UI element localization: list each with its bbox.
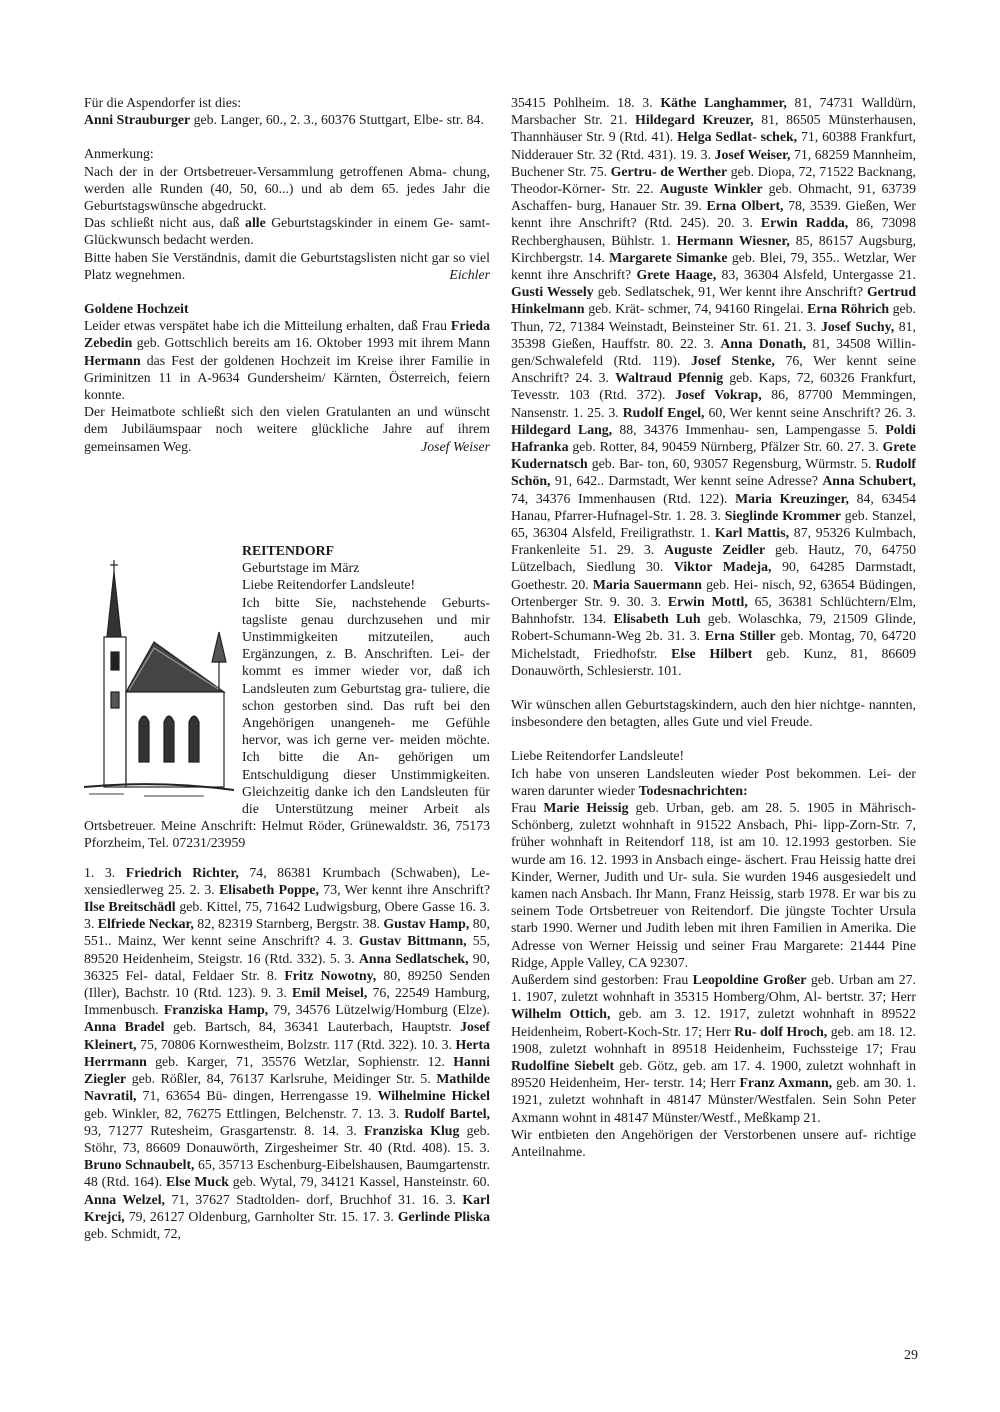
birthday-entry-name: Poldi Hafranka bbox=[511, 421, 916, 455]
birthday-entry-name: Erwin Radda, bbox=[760, 215, 849, 231]
birthday-entry-name: Josef Kleinert, bbox=[84, 1019, 491, 1052]
death-notice-text: geb. Urban, geb. am 28. 5. 1905 in Mährisch-Schönberg, zuletzt wohnhaft in 91522 Ansbach, Phi- lipp-Zorn-Str. 7, früher wohnhaft in Reitendorf 118, ist am 10. 12.1993 gestorben. Sie wurde am 16. 12. 1993 in Ansbach einge- äschert. Frau Heissig hatte drei Kinder, Werner, Judith und Ur- sula. Sie wurden 1946 ausgesiedelt und kamen nach Ansbach. Ihr Mann, Franz Heissig, starb 1978. Er war bis zu seinem Tode Ortsbetreuer von Reitendorf. Die jüngste Tochter Ursula starb 1990. Werner und Judith leben mit ihren Familien in Amerika. Die Adresse von Werner Heissig und seiner Frau Margarete: 21444 Pine Ridge, Apple Valley, CA 92307. bbox=[511, 799, 916, 970]
birthday-entry-text: geb. Rößler, 84, 76137 Karlsruhe, Meidinger Str. 5. bbox=[126, 1071, 437, 1087]
birthday-entry-name: Gerlinde Pliska bbox=[397, 1208, 490, 1224]
birthday-entry-text: 87, 95326 Kulmbach, Frankenleite 51. 29. 3. bbox=[511, 525, 916, 558]
birthday-entry-text: 79, 26127 Oldenburg, Garnholter Str. 15. 17. 3. bbox=[124, 1208, 398, 1224]
birthday-entry-text: 71, 37627 Stadtolden- dorf, Bruchhof 31. 16. 3. bbox=[165, 1191, 463, 1207]
birthday-entry-text: geb. Bartsch, 84, 36341 Lauterbach, Hauptstr. bbox=[164, 1019, 461, 1035]
birthday-entry-name: Anna Bradel bbox=[84, 1019, 165, 1035]
birthday-entry-name: Gusti Wessely bbox=[511, 284, 594, 300]
birthday-entry-name: Josef Vokrap, bbox=[675, 387, 762, 403]
birthday-entry-text: 76, 22549 Hamburg, Immenbusch. bbox=[84, 985, 490, 1018]
birthday-entry-text: 55, 89520 Heidenheim, Steigstr. 16 (Rtd. 332). 5. 3. bbox=[84, 933, 491, 966]
birthday-entry-text: 35415 Pohlheim. 18. 3. bbox=[511, 95, 661, 110]
intro-line: Für die Aspendorfer ist dies: bbox=[84, 95, 242, 110]
birthday-entry-text: geb. Schmidt, 72, bbox=[84, 1225, 181, 1241]
birthday-entry-text: geb. Diopa, 72, 71522 Backnang, Theodor-Körner- Str. 22. bbox=[511, 163, 917, 197]
birthday-entry-text: 84, 63454 Hanau, Pfarrer-Hufnagel-Str. 1. 28. 3. bbox=[511, 490, 916, 523]
birthday-entry-name: Anna Schubert, bbox=[822, 473, 917, 489]
birthday-entry-text: 73, Wer kennt ihre Anschrift? bbox=[318, 881, 490, 897]
birthday-entry-name: Anna Donath, bbox=[720, 335, 807, 351]
birthday-entry-name: Gertrud Hinkelmann bbox=[511, 284, 916, 317]
hochzeit-p1: Leider etwas verspätet habe ich die Mitteilung erhalten, daß Frau Frieda Zebedin geb. Gottschlich bereits am 16. Oktober 1993 mit ihrem Mann Hermann das Fest der goldenen Hochzeit im Kreise ihrer Familie in Griminitzen 11 in A-9634 Gundersheim/ Kärnten, Österreich, feiern konnte. bbox=[84, 318, 490, 403]
birthday-entry-text: geb. Wytal, 79, 34121 Kassel, Hansteinstr. 60. bbox=[228, 1174, 490, 1190]
birthday-entry-text: 88, 34376 Immenhau- sen, Lampengasse 5. bbox=[612, 421, 886, 437]
birthday-entry-text: geb. Bar- ton, 60, 93057 Regensburg, Würmstr. 5. bbox=[587, 456, 876, 472]
birthday-entry-name: Hildegard Lang, bbox=[511, 421, 613, 437]
birthday-entry-name: Maria Kreuzinger, bbox=[735, 490, 849, 506]
birthday-entry-text: 90, 36325 Fel- datal, Feldaer Str. 8. bbox=[84, 950, 490, 983]
birthday-entry-text: 81, 74731 Walldürn, Marsbacher Str. 21. bbox=[511, 95, 916, 128]
death-notice-text: geb. am 18. 12. 1908, zuletzt wohnhaft in 89518 Heidenheim, Fuchssteige 17; Frau bbox=[511, 1023, 916, 1056]
wish-text: Wir wünschen allen Geburtstagskindern, auch den hier nichtge- nannten, insbesondere den betagten, alles Gute und viel Freude. bbox=[511, 696, 916, 730]
anmerkung-heading: Anmerkung: bbox=[84, 146, 154, 162]
signature-weiser: Josef Weiser bbox=[421, 438, 490, 454]
right-column bbox=[511, 94, 916, 1160]
birthday-entry-name: Josef Suchy, bbox=[820, 318, 895, 334]
reitendorf-text: Ich bitte Sie, nachstehende Geburts- tagsliste genau durchzusehen und mir Unstimmigkeiten mitzuteilen, auch Ergänzungen, z. B. Anschriften. Lei- der kommt es immer wieder vor, daß ich Landsleuten zum Geburtstag gra- tuliere, die schon gestorben sind. Das ruft bei den Angehörigen unangeneh- me Gefühle hervor, was ich gerne ver- meiden möchte. Ich bitte die An- gehörigen um Entschuldigung dieser Unstimmigkeiten. Gleichzeitig danke ich den Landsleuten für die Unterstützung meiner Arbeit als Ortsbetreuer. Meine Anschrift: Helmut Röder, Grünewaldstr. 36, 75173 Pforzheim, Tel. 07231/23959 bbox=[84, 594, 490, 851]
hochzeit-p2: Der Heimatbote schließt sich den vielen Gratulanten an und wünscht dem Jubiläumspaar noch weitere glückliche Jahre auf ihrem gemeinsamen Weg. Josef Weiser bbox=[84, 404, 490, 454]
birthday-entry-name: Anna Sedlatschek, bbox=[358, 950, 469, 966]
birthday-entry-name: Franziska Klug bbox=[363, 1122, 460, 1138]
birthday-entry-name: Herta Herrmann bbox=[84, 1036, 490, 1069]
death-notice-text: geb. Urban am 27. 1. 1907, zuletzt wohnhaft in 35315 Homberg/Ohm, Al- bertstr. 37; Herr bbox=[511, 971, 917, 1005]
birthday-entry-name: Rudolf Schön, bbox=[511, 456, 916, 489]
death-notice-name: Wilhelm Ottich, bbox=[511, 1006, 611, 1022]
birthday-entry-name: Auguste Zeidler bbox=[664, 542, 766, 558]
birthday-entry-name: Emil Meisel, bbox=[292, 985, 368, 1001]
birthday-entry-name: Hildegard Kreuzer, bbox=[635, 112, 754, 128]
birthday-entry-name: Waltraud Pfennig bbox=[615, 370, 724, 386]
birthday-entry-text: 90, 64285 Darmstadt, Goethestr. 20. bbox=[511, 559, 917, 592]
birthday-entry-text: 71, 63654 Bü- dingen, Herrengasse 19. bbox=[136, 1088, 378, 1104]
birthday-entry-name: Grete Kudernatsch bbox=[511, 439, 916, 472]
birthday-entry-name: Elisabeth Luh bbox=[613, 611, 701, 627]
reitendorf-title: REITENDORF bbox=[242, 543, 334, 558]
death-notice-name: Rudolfine Siebelt bbox=[511, 1057, 615, 1073]
birthday-entry-text: geb. Montag, 70, 64720 Michelstadt, Friedhofstr. bbox=[511, 628, 916, 661]
birthday-entry-text: 1. 3. bbox=[84, 864, 126, 880]
death-notice-heissig bbox=[511, 799, 916, 971]
birthday-entry-name: Gertru- de Werther bbox=[610, 163, 728, 179]
birthday-entry-name: Elisabeth Poppe, bbox=[219, 881, 319, 897]
birthday-entry-name: Rudolf Bartel, bbox=[404, 1105, 491, 1121]
birthday-entry-name: Karl Krejci, bbox=[84, 1191, 490, 1224]
birthday-entry-text: 83, 36304 Alsfeld, Untergasse 21. bbox=[716, 267, 916, 283]
birthday-entry-text: 78, 3539. Gießen, Wer kennt ihre Anschrift? (Rtd. 245). 20. 3. bbox=[511, 198, 916, 231]
birthday-entry-name: Hermann Wiesner, bbox=[676, 232, 790, 248]
reitendorf-greeting: Liebe Reitendorfer Landsleute! bbox=[242, 577, 416, 593]
birthday-entry-text: 71, 60388 Frankfurt, Nidderauer Str. 32 (Rtd. 431). 19. 3. bbox=[511, 129, 916, 162]
birthday-entry-text: 71, 68259 Mannheim, Buchener Str. 75. bbox=[511, 146, 917, 179]
birthday-entry-text: geb. Kunz, 81, 86609 Donauwörth, Schlesierstr. 101. bbox=[511, 645, 916, 678]
birthday-entry-text: geb. Thun, 72, 71384 Weinstadt, Beinsteiner Str. 61. 21. 3. bbox=[511, 301, 916, 334]
page-number: 29 bbox=[904, 1348, 918, 1363]
death-notice-name: Leopoldine Großer bbox=[692, 971, 807, 987]
birthday-entry-text: geb. Sedlatschek, 91, Wer kennt ihre Anschrift? bbox=[593, 284, 867, 300]
birthday-entry-name: Rudolf Engel, bbox=[622, 404, 705, 420]
birthday-list-right bbox=[511, 94, 916, 679]
birthday-entry-name: Hanni Ziegler bbox=[84, 1053, 490, 1087]
birthday-entry-text: geb. Karger, 71, 35576 Wetzlar, Sophienstr. 12. bbox=[146, 1053, 454, 1069]
left-column bbox=[84, 94, 490, 455]
birthday-entry-name: Helga Sedlat- schek, bbox=[677, 129, 798, 145]
birthday-entry-name: Gustav Bittmann, bbox=[358, 933, 467, 949]
church-illustration bbox=[84, 542, 234, 804]
birthday-entry-name: Erna Röhrich bbox=[807, 301, 889, 317]
birthday-entry-text: geb. Kaps, 72, 60326 Frankfurt, Tevesstr. 103 (Rtd. 372). bbox=[511, 370, 917, 403]
birthday-entry-name: Ilse Breitschädl bbox=[84, 899, 176, 915]
birthday-entry-text: 85, 86157 Augsburg, Kirchbergstr. 14. bbox=[511, 232, 916, 265]
birthday-entry-text: 60, Wer kennt seine Anschrift? 26. 3. bbox=[704, 404, 917, 420]
birthday-entry-text: 74, 86381 Krumbach (Schwaben), Le- xensiedlerweg 25. 2. 3. bbox=[84, 864, 490, 897]
birthday-entry-text: geb. Krät- schmer, 74, 94160 Ringelai. bbox=[584, 301, 808, 317]
birthday-entry-text: 79, 34576 Lützelwig/Homburg (Elze). bbox=[268, 1002, 490, 1018]
birthday-entry-name: Elfriede Neckar, bbox=[97, 916, 194, 932]
birthday-entry-text: 81, 35398 Gießen, Hauffstr. 80. 22. 3. bbox=[511, 318, 916, 351]
birthday-entry-text: 81, 34508 Willin- gen/Schwalefeld (Rtd. 119). bbox=[511, 335, 917, 369]
birthday-entry-name: Josef Weiser, bbox=[714, 146, 791, 162]
death-notices-others bbox=[511, 971, 916, 1126]
birthday-entry-text: geb. Hautz, 70, 64750 Lützelbach, Siedlung 30. bbox=[511, 542, 916, 575]
birthday-entry-name: Auguste Winkler bbox=[659, 181, 763, 197]
birthday-entry-name: Viktor Madeja, bbox=[673, 559, 772, 575]
birthday-entry-name: Fritz Nowotny, bbox=[284, 967, 377, 983]
birthday-entry-text: geb. Blei, 79, 355.. Wetzlar, Wer kennt ihre Anschrift? bbox=[511, 249, 916, 283]
birthday-entry-name: Maria Sauermann bbox=[592, 576, 702, 592]
birthday-entry-name: Erna Olbert, bbox=[706, 198, 784, 214]
birthday-entry-name: Friedrich Richter, bbox=[125, 864, 239, 880]
birthday-entry-name: Mathilde Navratil, bbox=[84, 1071, 490, 1104]
birthday-list-left bbox=[84, 864, 490, 1242]
birthday-entry-name: Grete Haage, bbox=[636, 267, 717, 283]
birthday-entry-name: Bruno Schnaubelt, bbox=[84, 1157, 195, 1173]
birthday-entry-name: Margarete Simanke bbox=[609, 249, 728, 265]
birthday-entry-name: Josef Stenke, bbox=[691, 353, 775, 369]
death-notice-name: Marie Heissig bbox=[543, 799, 629, 815]
hochzeit-title: Goldene Hochzeit bbox=[84, 301, 189, 317]
death-notice-text: Frau bbox=[511, 799, 544, 815]
birthday-entry-name: Else Hilbert bbox=[671, 645, 753, 661]
birthday-entry-text: geb. Winkler, 82, 76275 Ettlingen, Belchenstr. 7. 13. 3. bbox=[84, 1105, 405, 1121]
birthday-entry-text: 82, 82319 Starnberg, Bergstr. 38. bbox=[193, 916, 384, 932]
birthday-entry-text: 80, 551.. Mainz, Wer kennt seine Anschrift? 4. 3. bbox=[84, 916, 490, 949]
death-notice-name: Franz Axmann, bbox=[739, 1075, 833, 1091]
birthday-entry-text: 65, 36381 Schlüchtern/Elm, Bahnhofstr. 134. bbox=[511, 593, 917, 627]
birthday-entry-text: 80, 89250 Senden (Iller), Bachstr. 10 (Rtd. 123). 9. 3. bbox=[84, 967, 490, 1001]
birthday-entry-text: geb. Rotter, 84, 90459 Nürnberg, Pfälzer Str. 60. 27. 3. bbox=[568, 439, 883, 455]
birthday-entry-text: 86, 73098 Rechberghausen, Bühlstr. 1. bbox=[511, 215, 916, 248]
intro-name: Anni Strauburger bbox=[84, 112, 191, 128]
birthday-entry-text: geb. Stöhr, 73, 86609 Donauwörth, Zirgesheimer Str. 40 (Rtd. 408). 15. 3. bbox=[84, 1122, 491, 1155]
birthday-entry-name: Else Muck bbox=[166, 1174, 229, 1190]
birthday-entry-text: geb. Stanzel, 65, 36304 Alsfeld, Freiligrathstr. 1. bbox=[511, 507, 917, 541]
death-notice-text: geb. am 3. 12. 1917, zuletzt wohnhaft in 89522 Heidenheim, Robert-Koch-Str. 17; Herr bbox=[511, 1006, 916, 1039]
birthday-entry-name: Erwin Mottl, bbox=[667, 593, 748, 609]
death-notice-name: Ru- dolf Hroch, bbox=[734, 1023, 828, 1039]
birthday-entry-name: Karl Mattis, bbox=[714, 525, 790, 541]
intro-entry: Anni Strauburger geb. Langer, 60., 2. 3., 60376 Stuttgart, Elbe- str. 84. bbox=[84, 112, 484, 128]
birthday-entry-text: 86, 87700 Memmingen, Nansenstr. 1. 25. 3. bbox=[511, 387, 916, 420]
death-notice-text: Außerdem sind gestorben: Frau bbox=[511, 971, 693, 987]
birthday-entry-name: Sieglinde Krommer bbox=[724, 507, 841, 523]
birthday-entry-text: geb. Hei- nisch, 92, 63654 Büdingen, Ortenberger Str. 9. 30. 3. bbox=[511, 576, 916, 609]
birthday-entry-name: Wilhelmine Hickel bbox=[377, 1088, 490, 1104]
birthday-entry-text: 93, 71277 Rutesheim, Grasgartenstr. 8. 14. 3. bbox=[84, 1122, 364, 1138]
birthday-entry-text: 65, 35713 Eschenburg-Eibelshausen, Baumgartenstr. 48 (Rtd. 164). bbox=[84, 1157, 490, 1190]
anmerkung-p1: Nach der in der Ortsbetreuer-Versammlung getroffenen Abma- chung, werden alle Runden (40, 50, 60...) und ab dem 65. jedes Jahr die Geburtstagswünsche abgedruckt. bbox=[84, 163, 490, 214]
birthday-entry-text: 75, 70806 Kornwestheim, Bolzstr. 117 (Rtd. 322). 10. 3. bbox=[136, 1036, 456, 1052]
anmerkung-p2: Das schließt nicht aus, daß alle Geburtstagskinder in einem Ge- samt-Glückwunsch bedacht werden. bbox=[84, 215, 490, 248]
birthday-entry-name: Erna Stiller bbox=[704, 628, 776, 644]
death-notice-text: geb. am 30. 1. 1921, zuletzt wohnhaft in 48147 Münster/Westfalen. Sein Sohn Peter Axmann wohnt in 48147 Münster/Westf., Meßkamp 21. bbox=[511, 1075, 917, 1125]
reitendorf-section bbox=[84, 542, 490, 1242]
birthday-entry-name: Käthe Langhammer, bbox=[660, 95, 787, 110]
death-notice-text: geb. Götz, geb. am 17. 4. 1900, zuletzt wohnhaft in 89520 Heidenheim, Her- terstr. 14; Herr bbox=[511, 1057, 916, 1091]
birthday-entry-text: geb. Wolaschka, 79, 21509 Glinde, Robert-Schumann-Weg 2b. 31. 3. bbox=[511, 611, 916, 644]
letter-intro: Ich habe von unseren Landsleuten wieder Post bekommen. Lei- der waren darunter wieder Todesnachrichten: bbox=[511, 765, 916, 798]
anmerkung-p3: Bitte haben Sie Verständnis, damit die Geburtstagslisten nicht gar so viel Platz wegnehmen. Eichler bbox=[84, 249, 490, 282]
letter-closing: Wir entbieten den Angehörigen der Verstorbenen unsere auf- richtige Anteilnahme. bbox=[511, 1126, 916, 1159]
birthday-entry-name: Anna Welzel, bbox=[84, 1191, 165, 1207]
birthday-entry-name: Gustav Hamp, bbox=[383, 916, 470, 932]
birthday-entry-text: geb. Kittel, 75, 71642 Ludwigsburg, Obere Gasse 16. 3. 3. bbox=[84, 899, 491, 932]
signature-eichler: Eichler bbox=[449, 266, 490, 282]
birthday-entry-text: 81, 86505 Münsterhausen, Thannhäuser Str. 9 (Rtd. 41). bbox=[511, 112, 916, 145]
birthday-entry-text: geb. Ohmacht, 91, 63739 Aschaffen- burg, Hanauer Str. 39. bbox=[511, 181, 916, 214]
birthday-entry-text: 74, 34376 Immenhausen (Rtd. 122). bbox=[511, 490, 736, 506]
reitendorf-subtitle: Geburtstage im März bbox=[242, 560, 360, 576]
birthday-entry-text: 91, 642.. Darmstadt, Wer kennt seine Adresse? bbox=[550, 473, 823, 489]
birthday-entry-name: Franziska Hamp, bbox=[163, 1002, 269, 1018]
birthday-entry-text: 76, Wer kennt seine Anschrift? 24. 3. bbox=[511, 353, 916, 386]
letter-greeting: Liebe Reitendorfer Landsleute! bbox=[511, 748, 685, 764]
